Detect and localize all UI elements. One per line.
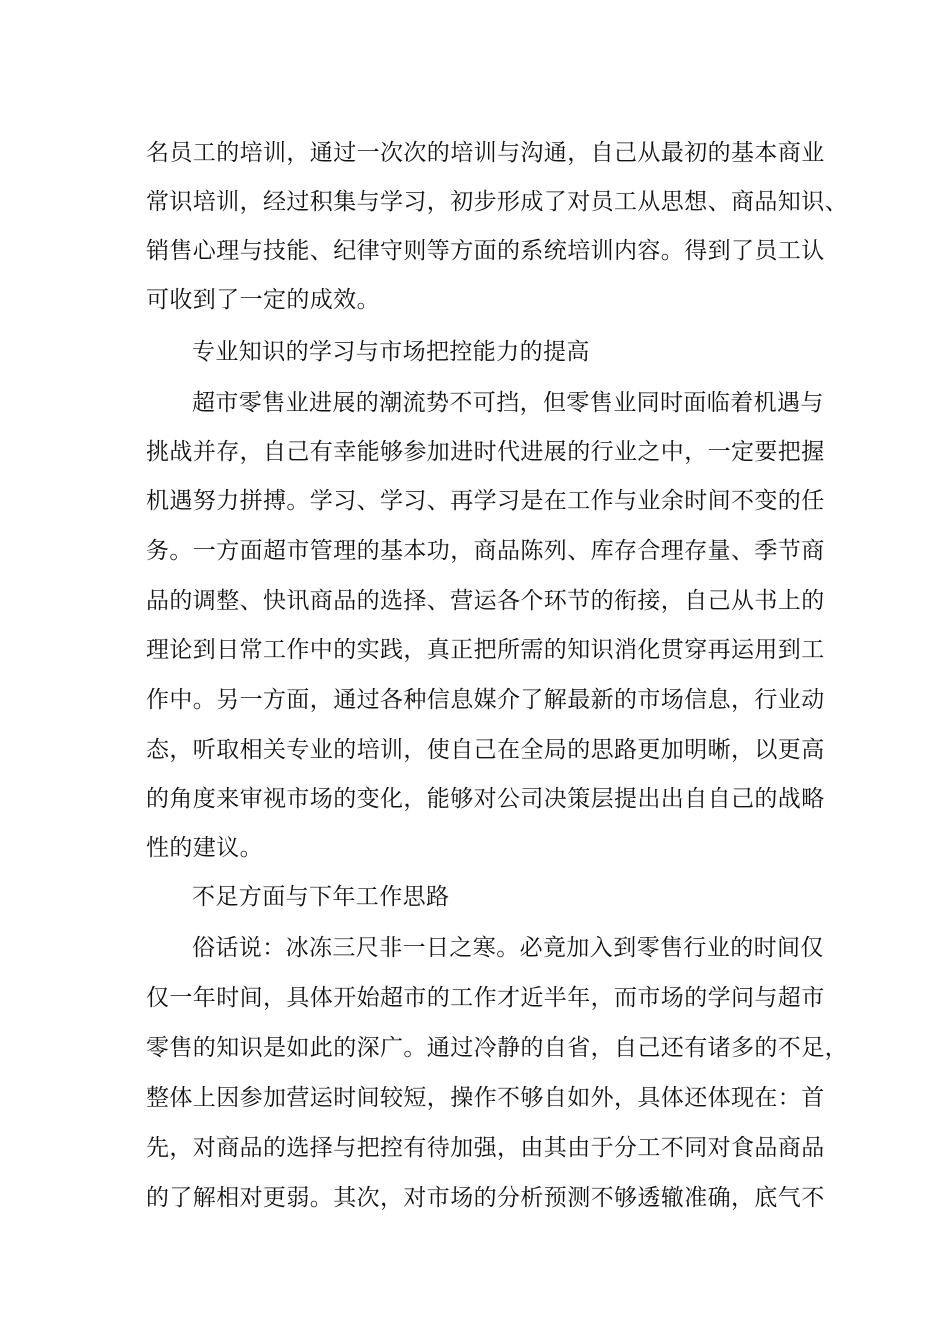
paragraph-line: 品的调整、快讯商品的选择、营运各个环节的衔接，自己从书上的 [146, 588, 825, 614]
paragraph-line: 整体上因参加营运时间较短，操作不够自如外，具体还体现在：首 [146, 1085, 825, 1111]
paragraph-line: 作中。另一方面，通过各种信息媒介了解最新的市场信息，行业动 [146, 687, 825, 713]
paragraph-line: 务。一方面超市管理的基本功，商品陈列、库存合理存量、季节商 [146, 538, 825, 564]
section-heading: 不足方面与下年工作思路 [192, 884, 450, 910]
paragraph-line: 超市零售业进展的潮流势不可挡，但零售业同时面临着机遇与 [192, 390, 824, 416]
paragraph-line: 性的建议。 [146, 835, 263, 861]
paragraph-line: 俗话说：冰冻三尺非一日之寒。必竟加入到零售行业的时间仅 [192, 935, 824, 961]
paragraph-line: 的了解相对更弱。其次，对市场的分析预测不够透辙准确，底气不 [146, 1185, 825, 1211]
paragraph-line: 仅一年时间，具体开始超市的工作才近半年，而市场的学问与超市 [146, 985, 825, 1011]
paragraph-line: 机遇努力拼搏。学习、学习、再学习是在工作与业余时间不变的任 [146, 488, 825, 514]
paragraph-line: 零售的知识是如此的深广。通过冷静的自省，自己还有诸多的不足， [146, 1035, 848, 1061]
paragraph-line: 名员工的培训，通过一次次的培训与沟通，自己从最初的基本商业 [146, 140, 825, 166]
paragraph-line: 常识培训，经过积集与学习，初步形成了对员工从思想、商品知识、 [146, 189, 848, 215]
paragraph-line: 挑战并存，自己有幸能够参加进时代进展的行业之中，一定要把握 [146, 439, 825, 465]
paragraph-line: 的角度来审视市场的变化，能够对公司决策层提出出自自己的战略 [146, 786, 825, 812]
paragraph-line: 可收到了一定的成效。 [146, 287, 380, 313]
paragraph-line: 先，对商品的选择与把控有待加强，由其由于分工不同对食品商品 [146, 1135, 825, 1161]
paragraph-line: 理论到日常工作中的实践，真正把所需的知识消化贯穿再运用到工 [146, 637, 825, 663]
paragraph-line: 销售心理与技能、纪律守则等方面的系统培训内容。得到了员工认 [146, 238, 825, 264]
paragraph-line: 态，听取相关专业的培训，使自己在全局的思路更加明晰，以更高 [146, 737, 825, 763]
section-heading: 专业知识的学习与市场把控能力的提高 [192, 339, 590, 365]
